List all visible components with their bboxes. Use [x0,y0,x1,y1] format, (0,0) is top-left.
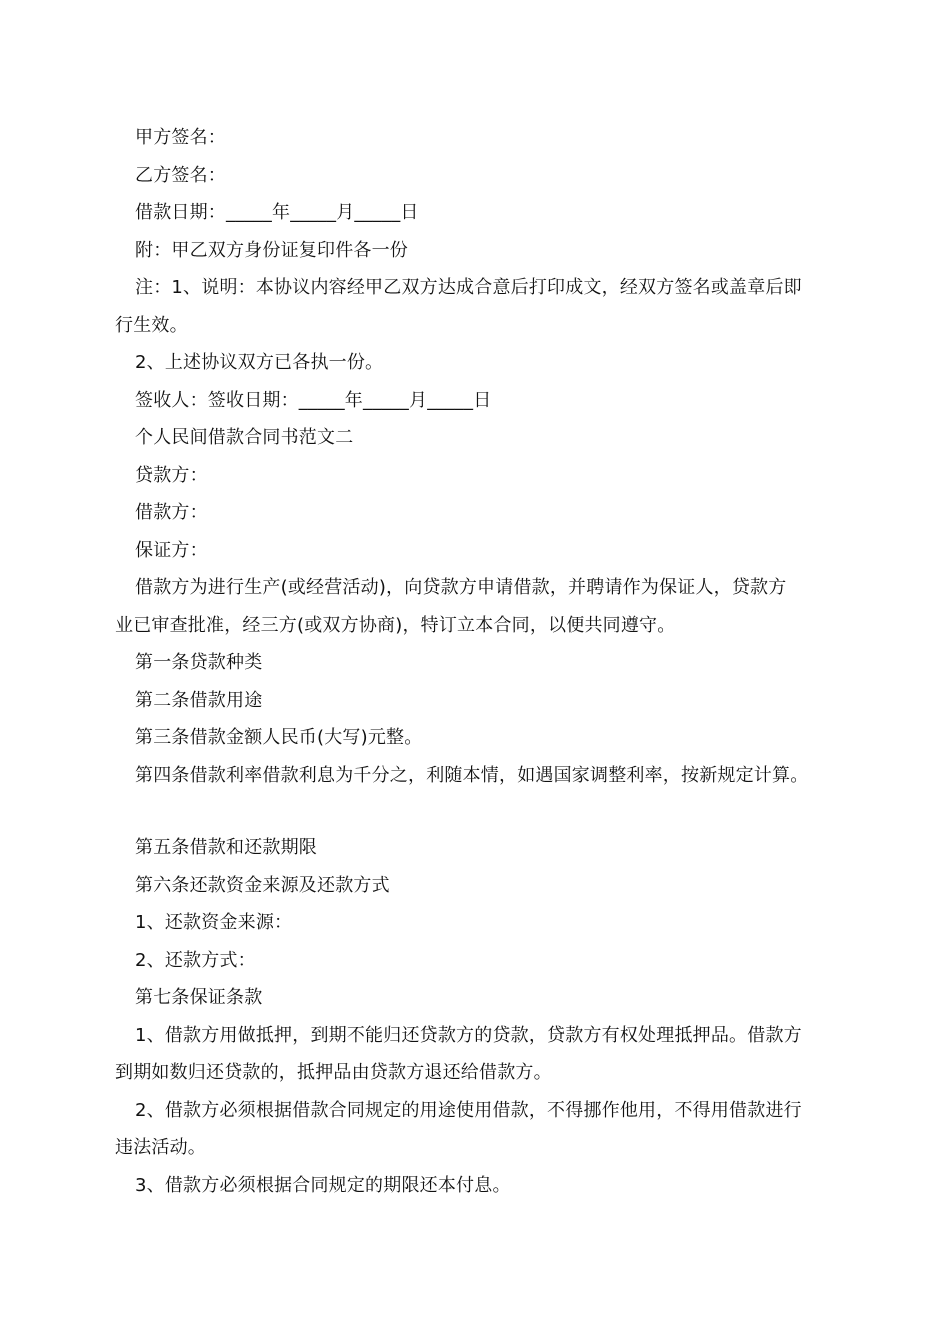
borrower-line: 借款方： [135,502,208,523]
preamble-line-2: 业已审查批准，经三方(或双方协商)，特订立本合同，以便共同遵守。 [115,615,676,636]
lender-line: 贷款方： [135,465,208,486]
article-7-item-1-line-1: 1、借款方用做抵押，到期不能归还贷款方的贷款，贷款方有权处理抵押品。借款方 [135,1025,802,1046]
article-7-item-1-line-2: 到期如数归还贷款的，抵押品由贷款方退还给借款方。 [115,1062,552,1083]
preamble-line-1: 借款方为进行生产(或经营活动)，向贷款方申请借款，并聘请作为保证人，贷款方 [135,577,787,598]
note-paragraph-line-2: 行生效。 [115,315,188,336]
section-title-line: 个人民间借款合同书范文二 [135,427,354,448]
article-7-item-2-line-1: 2、借款方必须根据借款合同规定的用途使用借款，不得挪作他用，不得用借款进行 [135,1100,802,1121]
note-paragraph-line-1: 注：1、说明：本协议内容经甲乙双方达成合意后打印成文，经双方签名或盖章后即 [135,277,802,298]
article-1-line: 第一条贷款种类 [135,652,263,673]
article-7-line: 第七条保证条款 [135,987,263,1008]
note-item-2-line: 2、上述协议双方已各执一份。 [135,352,384,373]
party-b-signature-line: 乙方签名： [135,165,226,186]
article-7-item-3-line: 3、借款方必须根据合同规定的期限还本付息。 [135,1175,511,1196]
article-3-line: 第三条借款金额人民币(大写)元整。 [135,727,423,748]
article-6-line: 第六条还款资金来源及还款方式 [135,875,390,896]
attachment-note-line: 附：甲乙双方身份证复印件各一份 [135,240,408,261]
loan-date-line: 借款日期：_____年_____月_____日 [135,202,419,223]
receipt-line: 签收人：签收日期：_____年_____月_____日 [135,390,492,411]
party-a-signature-line: 甲方签名： [135,127,226,148]
article-2-line: 第二条借款用途 [135,690,263,711]
article-5-line: 第五条借款和还款期限 [135,837,317,858]
article-6-item-1-line: 1、还款资金来源： [135,912,293,933]
guarantor-line: 保证方： [135,540,208,561]
article-4-line: 第四条借款利率借款利息为千分之，利随本情，如遇国家调整利率，按新规定计算。 [135,765,809,786]
article-7-item-2-line-2: 违法活动。 [115,1137,206,1158]
article-6-item-2-line: 2、还款方式： [135,950,256,971]
